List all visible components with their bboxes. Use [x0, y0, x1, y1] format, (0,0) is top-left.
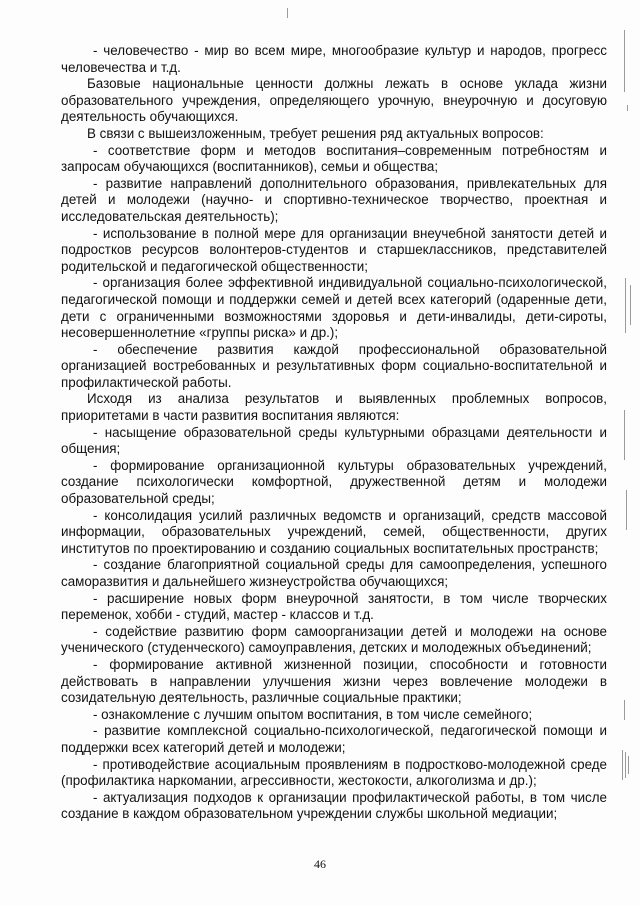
paragraph: - обеспечение развития каждой профессиональной образовательной организацией востребованных и результативных форм социально-воспитательной и профилактической работы. — [61, 341, 607, 390]
scan-artifact — [624, 30, 625, 92]
paragraph: - использование в полной мере для организации внеучебной занятости детей и подростков ресурсов волонтеров-студентов и старшеклассников, представителей родительской и педагогической общественности; — [61, 225, 607, 274]
page-number: 46 — [314, 857, 326, 871]
scan-artifact — [627, 105, 628, 111]
paragraph: В связи с вышеизложенным, требует решения ряд актуальных вопросов: — [87, 125, 544, 141]
paragraph: - организация более эффективной индивидуальной социально-психологической, педагогической помощи и поддержки семей и детей всех категорий (одаренные дети, дети с ограниченными возможностями здоровья и дети-инвалиды, дети-сироты, несовершеннолетние «группы риска» и др.); — [61, 275, 607, 341]
paragraph: - создание благоприятной социальной среды для самоопределения, успешного саморазвития и дальнейшего жизнеустройства обучающихся; — [61, 557, 607, 589]
paragraph: - развитие комплексной социально-психологической, педагогической помощи и поддержки всех категорий детей и молодежи; — [61, 723, 607, 755]
paragraph: - человечество - мир во всем мире, многообразие культур и народов, прогресс человечества и т.д. — [61, 43, 607, 75]
scan-artifact — [625, 752, 626, 778]
paragraph: Исходя из анализа результатов и выявленных проблемных вопросов, приоритетами в части развития воспитания являются: — [61, 391, 607, 424]
scan-artifact — [625, 278, 626, 333]
paragraph: - консолидация усилий различных ведомств и организаций, средств массовой информации, образовательных учреждений, семей, общественности, других институтов по проектированию и созданию социальных воспитательных пространств; — [61, 507, 607, 556]
paragraph: - развитие направлений дополнительного образования, привлекательных для детей и молодежи (научно- и спортивно-техническое творчество, проектная и исследовательская деятельность); — [61, 175, 607, 224]
document-body — [61, 43, 607, 823]
paragraph: - формирование активной жизненной позиции, способности и готовности действовать в направлении улучшения жизни через вовлечение молодежи в созидательную деятельность, различные социальные практики; — [61, 656, 607, 706]
scan-artifact — [630, 285, 631, 325]
scan-artifact — [287, 8, 288, 18]
scan-artifact — [624, 700, 625, 720]
paragraph: - ознакомление с лучшим опытом воспитания, в том числе семейного; — [93, 706, 533, 722]
paragraph: - актуализация подходов к организации профилактической работы, в том числе создание в каждом образовательном учреждении службы школьной медиации; — [61, 789, 607, 822]
paragraph: Базовые национальные ценности должны лежать в основе уклада жизни образовательного учреждения, определяющего урочную, внеурочную и досуговую деятельность обучающихся. — [61, 76, 607, 125]
paragraph: - формирование организационной культуры образовательных учреждений, создание психологически комфортной, дружественной детям и молодежи образовательной среды; — [61, 457, 607, 507]
scan-artifact — [626, 490, 627, 530]
paragraph: - содействие развитию форм самоорганизации детей и молодежи на основе ученического (студенческого) самоуправления, детских и молодежных объединений; — [61, 623, 607, 656]
paragraph: - соответствие форм и методов воспитания–современным потребностям и запросам обучающихся (воспитанников), семьи и общества; — [61, 142, 607, 175]
scan-artifact — [628, 756, 629, 774]
paragraph: - расширение новых форм внеурочной занятости, в том числе творческих переменок, хобби - студий, мастер - классов и т.д. — [61, 590, 607, 623]
paragraph: - противодействие асоциальным проявлениям в подростково-молодежной среде (профилактика наркомании, агрессивности, жестокости, алкоголизма и др.); — [61, 756, 607, 789]
scan-artifact — [624, 410, 625, 460]
scan-artifact — [622, 750, 623, 780]
paragraph: - насыщение образовательной среды культурными образцами деятельности и общения; — [61, 424, 607, 457]
